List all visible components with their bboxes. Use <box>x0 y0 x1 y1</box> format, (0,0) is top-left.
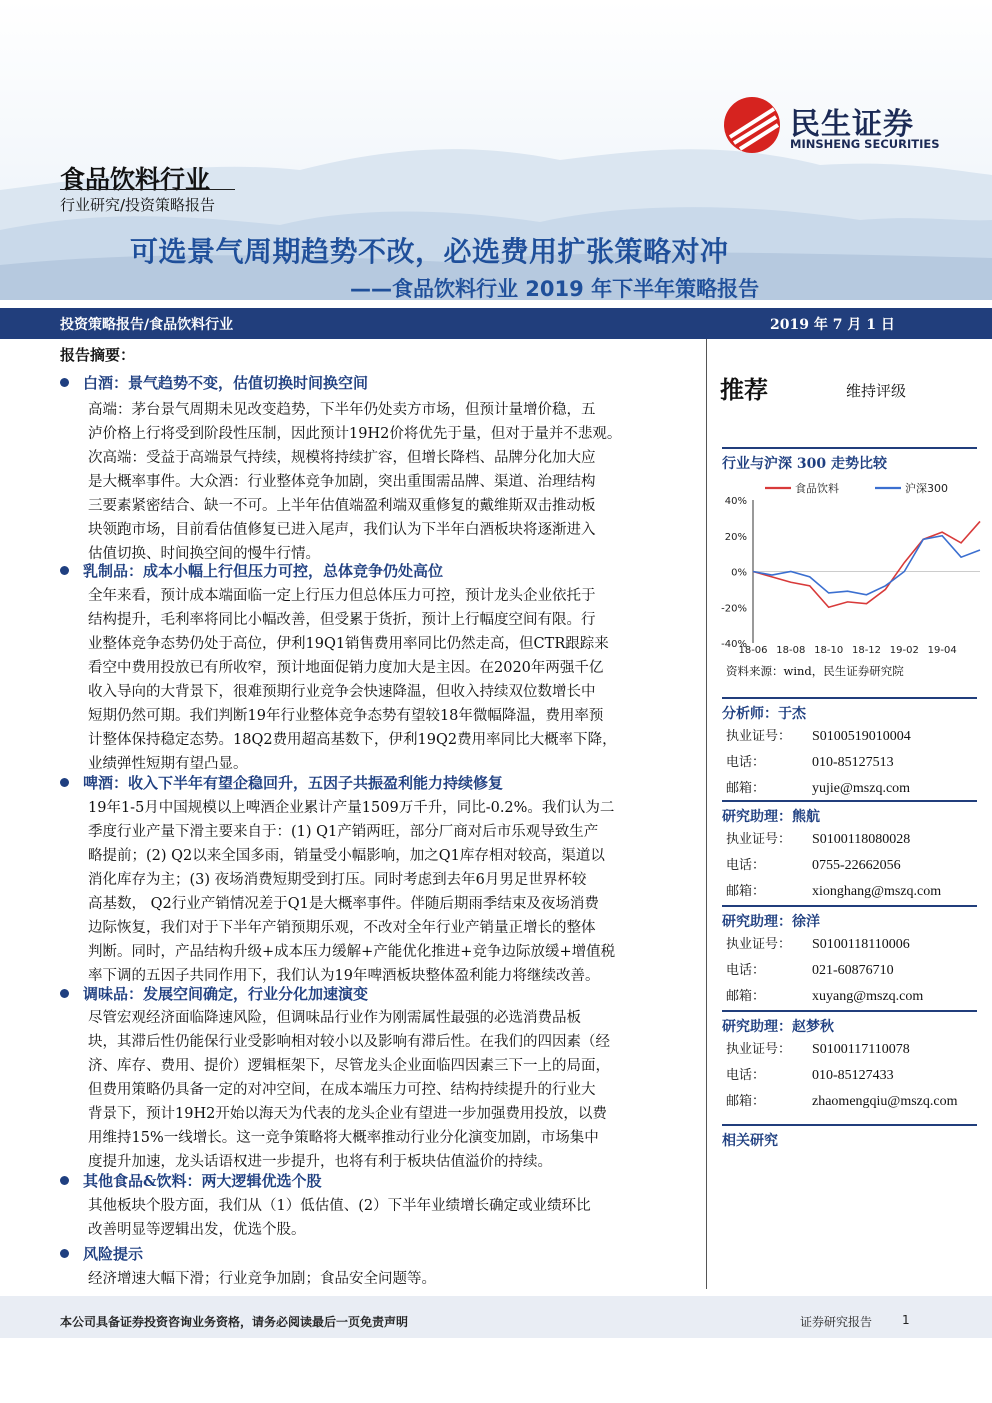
rating-sub: 维持评级 <box>846 382 907 400</box>
body-line: 背景下，预计19H2开始以海天为代表的龙头企业有望进一步加强费用投放，以费 <box>88 1106 607 1122</box>
x-tick-label: 18-06 <box>738 645 768 653</box>
section-heading <box>60 560 443 581</box>
contact-row <box>726 828 910 848</box>
brand-logo <box>722 95 952 155</box>
divider <box>60 189 235 190</box>
contact-label: 执业证号： <box>726 1042 792 1057</box>
body-line: 块，其滞后性仍能保行业受影响相对较小以及影响有滞后性。在我们的四因素（经 <box>88 1034 610 1050</box>
body-line: 判断。同时，产品结构升级+成本压力缓解+产能优化推进+竞争边际放缓+增值税 <box>88 944 616 960</box>
section-body <box>88 398 700 566</box>
body-line: 边际恢复，我们对于下半年产销预期乐观，不改对全年行业产销量正增长的整体 <box>88 920 596 936</box>
contact-label: 执业证号： <box>726 729 792 744</box>
bullet-icon <box>60 1176 69 1185</box>
body-line: 业绩弹性短期有望凸显。 <box>88 756 248 772</box>
section-body <box>88 796 700 988</box>
contact-row <box>726 933 910 953</box>
analyst-heading: 研究助理：熊航 <box>722 800 977 826</box>
body-line: 三要素紧密结合、缺一不可。上半年估值端盈利端双重修复的戴维斯双击推动板 <box>88 498 596 514</box>
contact-value: S0100117110078 <box>812 1042 910 1057</box>
header-bar-date: 2019 年 7 月 1 日 <box>770 317 895 333</box>
contact-row <box>726 1038 910 1058</box>
contact-value: S0100118110006 <box>812 937 910 952</box>
bullet-icon <box>60 989 69 998</box>
contact-value: S0100118080028 <box>812 832 911 847</box>
contact-row <box>726 854 901 874</box>
brand-name-cn: 民生证券 <box>790 107 914 142</box>
body-line: 计整体保持稳定态势。18Q2费用超高基数下，伊利19Q2费用率同比大概率下降， <box>88 732 617 748</box>
body-line: 高基数， Q2行业产销情况差于Q1是大概率事件。伴随后期雨季结束及夜场消费 <box>88 896 599 912</box>
footer-disclaimer: 本公司具备证券投资咨询业务资格，请务必阅读最后一页免责声明 <box>60 1315 409 1329</box>
section-heading <box>60 772 503 793</box>
x-tick-label: 18-12 <box>851 645 882 653</box>
email-link[interactable]: xuyang@mszq.com <box>812 989 924 1004</box>
contact-row <box>726 959 894 979</box>
body-line: 结构提升，毛利率将同比小幅改善，但受累于货折，预计上行幅度空间有限。行 <box>88 612 596 628</box>
contact-label: 电话： <box>726 963 766 978</box>
body-line: 消化库存为主；(3) 夜场消费短期受到打压。同时考虑到去年6月男足世界杯较 <box>88 872 587 888</box>
contact-label: 邮箱： <box>726 884 766 899</box>
performance-chart <box>715 478 985 653</box>
section-heading <box>60 372 368 393</box>
body-line: 短期仍然可期。我们判断19年行业整体竞争态势有望较18年微幅降温，费用率预 <box>88 708 604 724</box>
report-subtitle: ——食品饮料行业 2019 年下半年策略报告 <box>350 277 760 301</box>
body-line: 收入导向的大背景下，很难预期行业竞争会快速降温，但收入持续双位数增长中 <box>88 684 596 700</box>
contact-row <box>726 777 910 797</box>
section-heading-text: 其他食品&饮料：两大逻辑优选个股 <box>83 1172 322 1190</box>
report-type: 行业研究/投资策略报告 <box>60 196 216 214</box>
body-line: 但费用策略仍具备一定的对冲空间，在成本端压力可控、结构持续提升的行业大 <box>88 1082 596 1098</box>
y-tick-label: 0% <box>731 567 747 579</box>
body-line: 其他板块个股方面，我们从（1）低估值、(2）下半年业绩增长确定或业绩环比 <box>88 1198 591 1214</box>
chart-source: 资料来源：wind，民生证券研究院 <box>726 664 904 678</box>
body-line: 估值切换、时间换空间的慢牛行情。 <box>88 546 320 562</box>
contact-value: 021-60876710 <box>812 963 894 978</box>
contact-label: 邮箱： <box>726 781 766 796</box>
contact-row <box>726 725 911 745</box>
page-number: 1 <box>902 1313 910 1327</box>
body-line: 略提前；(2) Q2以来全国多雨，销量受小幅影响，加之Q1库存相对较高，渠道以 <box>88 848 605 864</box>
analyst-heading: 研究助理：徐洋 <box>722 905 977 931</box>
report-title: 可选景气周期趋势不改，必选费用扩张策略对冲 <box>130 235 729 268</box>
section-heading <box>60 1170 322 1191</box>
section-heading <box>60 983 368 1004</box>
contact-label: 执业证号： <box>726 937 792 952</box>
contact-value: 010-85127513 <box>812 755 894 770</box>
body-line: 季度行业产量下滑主要来自于：(1) Q1产销两旺，部分厂商对后市乐观导致生产 <box>88 824 599 840</box>
column-divider <box>706 339 707 1289</box>
chart-section-title: 行业与沪深 300 走势比较 <box>722 447 977 473</box>
email-link[interactable]: xionghang@mszq.com <box>812 884 942 899</box>
y-tick-label: -40% <box>721 639 747 650</box>
brand-name-en: MINSHENG SECURITIES <box>790 137 940 151</box>
contact-value: 0755-22662056 <box>812 858 901 873</box>
bullet-icon <box>60 566 69 575</box>
body-line: 度提升加速，龙头话语权进一步提升，也将有利于板块估值溢价的持续。 <box>88 1154 552 1170</box>
summary-title: 报告摘要： <box>60 346 136 364</box>
contact-row <box>726 985 923 1005</box>
body-line: 次高端：受益于高端景气持续，规模将持续扩容，但增长降档、品牌分化加大应 <box>88 450 596 466</box>
x-tick-label: 19-04 <box>927 645 957 653</box>
legend-label: 食品饮料 <box>795 482 839 495</box>
x-tick-label: 18-10 <box>814 645 844 653</box>
section-heading <box>60 1243 143 1264</box>
y-tick-label: 40% <box>724 496 747 507</box>
contact-label: 邮箱： <box>726 989 766 1004</box>
series-line-1 <box>753 536 980 595</box>
y-tick-label: -20% <box>721 603 747 615</box>
contact-label: 执业证号： <box>726 832 792 847</box>
body-line: 泸价格上行将受到阶段性压制，因此预计19H2价将优先于量，但对于量并不悲观。 <box>88 426 622 442</box>
section-heading-text: 啤酒：收入下半年有望企稳回升，五因子共振盈利能力持续修复 <box>83 774 504 792</box>
contact-row <box>726 1064 894 1084</box>
body-line: 济、库存、费用、提价）逻辑框架下，尽管龙头企业面临四因素三下一上的局面， <box>88 1058 610 1074</box>
x-tick-label: 18-08 <box>776 645 806 653</box>
body-line: 率下调的五因子共同作用下，我们认为19年啤酒板块整体盈利能力将继续改善。 <box>88 968 600 984</box>
body-line: 业整体竞争态势仍处于高位，伊利19Q1销售费用率同比仍然走高，但CTR跟踪来 <box>88 636 609 652</box>
contact-label: 电话： <box>726 755 766 770</box>
contact-row <box>726 751 894 771</box>
section-heading-text: 乳制品：成本小幅上行但压力可控，总体竞争仍处高位 <box>83 562 444 580</box>
bullet-icon <box>60 1249 69 1258</box>
contact-label: 电话： <box>726 858 766 873</box>
contact-value: S0100519010004 <box>812 729 911 744</box>
analyst-heading: 分析师：于杰 <box>722 697 977 723</box>
body-line: 全年来看，预计成本端面临一定上行压力但总体压力可控，预计龙头企业依托于 <box>88 588 596 604</box>
y-tick-label: 20% <box>724 531 747 543</box>
body-line: 尽管宏观经济面临降速风险，但调味品行业作为刚需属性最强的必选消费品板 <box>88 1010 581 1026</box>
section-heading-text: 调味品：发展空间确定，行业分化加速演变 <box>83 985 369 1003</box>
body-line: 经济增速大幅下滑；行业竞争加剧；食品安全问题等。 <box>88 1271 436 1287</box>
section-body <box>88 1006 700 1174</box>
body-line: 改善明显等逻辑出发，优选个股。 <box>88 1222 306 1238</box>
body-line: 19年1-5月中国规模以上啤酒企业累计产量1509万千升，同比-0.2%。我们认为二 <box>88 800 615 816</box>
contact-value: 010-85127433 <box>812 1068 894 1083</box>
industry-label: 食品饮料行业 <box>60 165 211 194</box>
section-body <box>88 1194 700 1242</box>
contact-label: 邮箱： <box>726 1094 766 1109</box>
section-body <box>88 584 700 776</box>
footer-label: 证券研究报告 <box>800 1315 873 1329</box>
email-link[interactable]: zhaomengqiu@mszq.com <box>812 1094 958 1109</box>
section-body <box>88 1267 700 1291</box>
email-link[interactable]: yujie@mszq.com <box>812 781 911 796</box>
bullet-icon <box>60 778 69 787</box>
bullet-icon <box>60 378 69 387</box>
logo-mark-icon <box>722 95 782 155</box>
analyst-heading: 研究助理：赵梦秋 <box>722 1010 977 1036</box>
body-line: 是大概率事件。大众酒：行业整体竞争加剧，突出重围需品牌、渠道、治理结构 <box>88 474 596 490</box>
legend-label: 沪深300 <box>905 482 948 495</box>
related-research-title: 相关研究 <box>722 1124 977 1150</box>
contact-row <box>726 880 941 900</box>
section-heading-text: 风险提示 <box>83 1245 144 1263</box>
body-line: 用维持15%一线增长。这一竞争策略将大概率推动行业分化演变加剧，市场集中 <box>88 1130 599 1146</box>
rating-main: 推荐 <box>720 376 768 404</box>
body-line: 高端：茅台景气周期未见改变趋势，下半年仍处卖方市场，但预计量增价稳，五 <box>88 402 596 418</box>
contact-label: 电话： <box>726 1068 766 1083</box>
contact-row <box>726 1090 957 1110</box>
x-tick-label: 19-02 <box>889 645 919 653</box>
header-bar-category: 投资策略报告/食品饮料行业 <box>60 317 234 333</box>
body-line: 看空中费用投放已有所收窄，预计地面促销力度加大是主因。在2020年两强千亿 <box>88 660 604 676</box>
section-heading-text: 白酒：景气趋势不变，估值切换时间换空间 <box>83 374 369 392</box>
body-line: 块领跑市场，目前看估值修复已进入尾声，我们认为下半年白酒板块将逐渐进入 <box>88 522 596 538</box>
